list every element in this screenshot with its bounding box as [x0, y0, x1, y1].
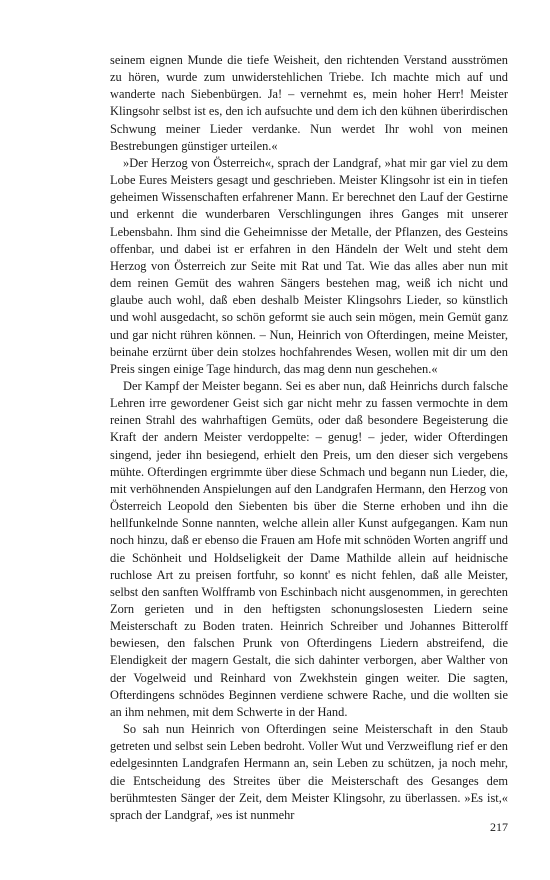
paragraph-1: seinem eignen Munde die tiefe Weisheit, den richtenden Verstand ausströmen zu hören, wurde zum unwiderstehlichen Triebe. Ich machte mich auf und wanderte nach Siebenbürgen. Ja! – vernehmt es, mein hoher Herr! Meister Klingsohr selbst ist es, den ich aufsuchte und dem ich den kühnen überirdischen Schwung meiner Lieder verdanke. Nun werdet Ihr wohl von meinen Bestrebungen günstiger urteilen.« — [110, 53, 508, 153]
paragraph-2: »Der Herzog von Österreich«, sprach der Landgraf, »hat mir gar viel zu dem Lobe Eures Meisters gesagt und geschrieben. Meister Klingsohr ist ein in tiefen geheimen Wissenschaften erfahrener Mann. Er berechnet den Lauf der Gestirne und erkennt die wunderbaren Verschlingungen ihres Ganges mit unserer Lebensbahn. Ihm sind die Geheimnisse der Metalle, der Pflanzen, des Gesteins offenbar, und dabei ist er erfahren in den Händeln der Welt und steht dem Herzog von Österreich zur Seite mit Rat und Tat. Wie das alles aber nun mit dem reinen Gemüt des wahren Sängers bestehen mag, weiß ich nicht und glaube auch wohl, daß eben deshalb Meister Klingsohrs Lieder, so künstlich und wohl ausgedacht, so schön geformt sie auch sein mögen, mein Gemüt ganz und gar nicht rühren können. – Nun, Heinrich von Ofterdingen, meine Meister, beinahe erzürnt über dein stolzes hochfahrendes Wesen, wollen mit dir um den Preis singen einige Tage hindurch, das mag denn nun geschehen.« — [110, 155, 508, 376]
page-body — [110, 52, 508, 824]
paragraph-3: Der Kampf der Meister begann. Sei es aber nun, daß Heinrichs durch falsche Lehren irre gewordener Geist sich gar nicht mehr zu fassen vermochte in dem reinen Strahl des wahrhaftigen Gemüts, oder daß besondere Begeisterung die Kraft der andern Meister verdoppelte: – genug! – jeder, wider Ofterdingen singend, jeder ihn besiegend, erhielt den Preis, um den dieser sich vergebens mühte. Ofterdingen ergrimmte über diese Schmach und begann nun Lieder, die, mit verhöhnenden Anspielungen auf den Landgrafen Hermann, den Herzog von Österreich Leopold den Siebenten bis über die Sterne erhoben und ihn die hellfunkelnde Sonne nannten, welche allein aller Kunst aufgegangen. Kam nun noch hinzu, daß er ebenso die Frauen am Hofe mit schnöden Worten angriff und die Schönheit und Holdseligkeit der Dame Mathilde allein auf heidnische ruchlose Art zu preisen fortfuhr, so konnt' es nicht fehlen, daß alle Meister, selbst den sanften Wolfframb von Eschinbach nicht ausgenommen, in gerechten Zorn gerieten und in den heftigsten schonungslosesten Liedern seine Meisterschaft zu Boden traten. Heinrich Schreiber und Johannes Bitterolff bewiesen, den falschen Prunk von Ofterdingens Liedern abstreifend, die Elendigkeit der magern Gestalt, die sich dahinter verborgen, aber Walther von der Vogelweid und Reinhard von Zwekhstein gingen weiter. Die sagten, Ofterdingens schnödes Beginnen verdiene schwere Rache, und die wollten sie an ihm nehmen, mit dem Schwerte in der Hand. — [110, 378, 508, 719]
paragraph-4: So sah nun Heinrich von Ofterdingen seine Meisterschaft in den Staub getreten und selbst sein Leben bedroht. Voller Wut und Verzweiflung rief er den edelgesinnten Landgrafen Hermann an, sein Leben zu schützen, ja noch mehr, die Entscheidung des Streites über die Meisterschaft des Gesanges dem berühmtesten Sänger der Zeit, dem Meister Klingsohr, zu überlassen. »Es ist,« sprach der Landgraf, »es ist nunmehr — [110, 722, 508, 822]
page-number: 217 — [490, 820, 508, 834]
